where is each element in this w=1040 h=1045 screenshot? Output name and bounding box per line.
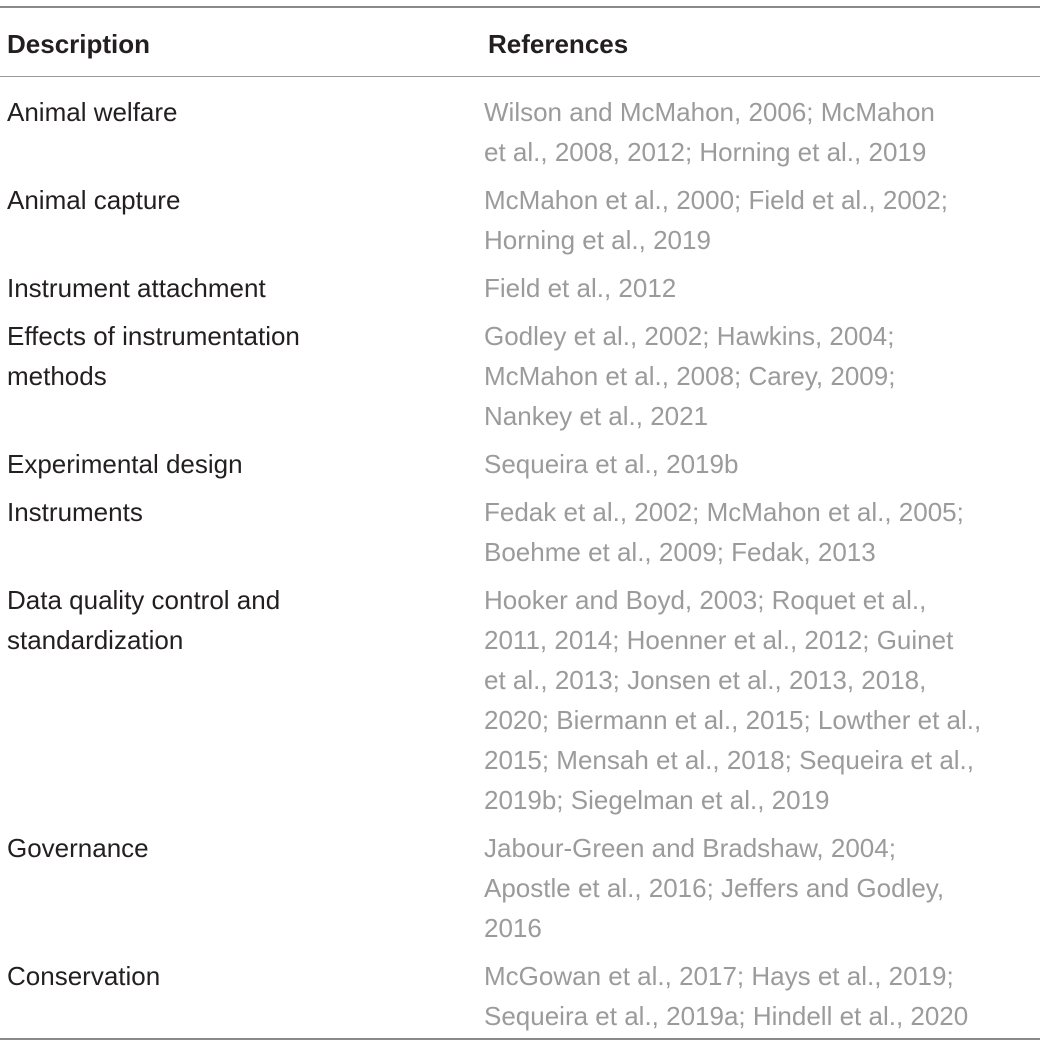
- table-header-rule: [0, 76, 1040, 77]
- reference-line: McMahon et al., 2008; Carey, 2009;: [484, 361, 896, 391]
- description-line: Effects of instrumentation: [7, 321, 300, 351]
- table-row: [0, 580, 1040, 820]
- reference-line: Field et al., 2012: [484, 273, 677, 303]
- table-row: [0, 268, 1040, 308]
- table-row: [0, 956, 1040, 1036]
- references-cell: [484, 316, 1029, 436]
- reference-line: et al., 2008, 2012; Horning et al., 2019: [484, 137, 927, 167]
- table-top-rule: [0, 6, 1040, 8]
- references-cell: [484, 180, 1029, 260]
- reference-line: 2016: [484, 913, 542, 943]
- table-row: [0, 444, 1040, 484]
- description-cell: [7, 268, 467, 308]
- description-line: Governance: [7, 833, 149, 863]
- header-references: References: [488, 29, 629, 59]
- table-row: [0, 180, 1040, 260]
- description-line: Conservation: [7, 961, 161, 991]
- reference-line: 2015; Mensah et al., 2018; Sequeira et al.,: [484, 745, 975, 775]
- description-cell: [7, 956, 467, 996]
- reference-line: et al., 2013; Jonsen et al., 2013, 2018,: [484, 665, 927, 695]
- reference-line: 2011, 2014; Hoenner et al., 2012; Guinet: [484, 625, 954, 655]
- description-line: Experimental design: [7, 449, 243, 479]
- table-body: [0, 92, 1040, 1044]
- reference-line: Sequeira et al., 2019a; Hindell et al., 2020: [484, 1001, 969, 1031]
- description-cell: [7, 492, 467, 532]
- reference-line: Sequeira et al., 2019b: [484, 449, 739, 479]
- description-line: methods: [7, 361, 107, 391]
- reference-line: Godley et al., 2002; Hawkins, 2004;: [484, 321, 895, 351]
- table-row: [0, 492, 1040, 572]
- description-line: Instrument attachment: [7, 273, 266, 303]
- reference-line: Apostle et al., 2016; Jeffers and Godley,: [484, 873, 945, 903]
- description-cell: [7, 180, 467, 220]
- table-header-row: [0, 20, 1040, 64]
- reference-line: Horning et al., 2019: [484, 225, 711, 255]
- header-description: Description: [7, 29, 151, 59]
- reference-line: Jabour-Green and Bradshaw, 2004;: [484, 833, 896, 863]
- references-cell: [484, 492, 1029, 572]
- reference-line: McMahon et al., 2000; Field et al., 2002;: [484, 185, 948, 215]
- table-row: [0, 828, 1040, 948]
- references-cell: [484, 92, 1029, 172]
- reference-line: Hooker and Boyd, 2003; Roquet et al.,: [484, 585, 927, 615]
- description-cell: [7, 316, 467, 396]
- references-cell: [484, 956, 1029, 1036]
- table-row: [0, 316, 1040, 436]
- description-cell: [7, 444, 467, 484]
- description-cell: [7, 580, 467, 660]
- table-bottom-rule: [0, 1038, 1040, 1040]
- description-line: Animal welfare: [7, 97, 178, 127]
- references-cell: [484, 268, 1029, 308]
- description-line: Instruments: [7, 497, 143, 527]
- reference-line: 2020; Biermann et al., 2015; Lowther et al.,: [484, 705, 982, 735]
- references-cell: [484, 580, 1029, 820]
- description-line: Data quality control and: [7, 585, 281, 615]
- references-cell: [484, 828, 1029, 948]
- reference-line: 2019b; Siegelman et al., 2019: [484, 785, 830, 815]
- references-cell: [484, 444, 1029, 484]
- description-cell: [7, 92, 467, 132]
- description-cell: [7, 828, 467, 868]
- reference-line: Wilson and McMahon, 2006; McMahon: [484, 97, 935, 127]
- reference-line: Fedak et al., 2002; McMahon et al., 2005;: [484, 497, 964, 527]
- reference-line: McGowan et al., 2017; Hays et al., 2019;: [484, 961, 954, 991]
- reference-line: Boehme et al., 2009; Fedak, 2013: [484, 537, 876, 567]
- description-line: standardization: [7, 625, 184, 655]
- description-line: Animal capture: [7, 185, 181, 215]
- table-row: [0, 92, 1040, 172]
- reference-line: Nankey et al., 2021: [484, 401, 709, 431]
